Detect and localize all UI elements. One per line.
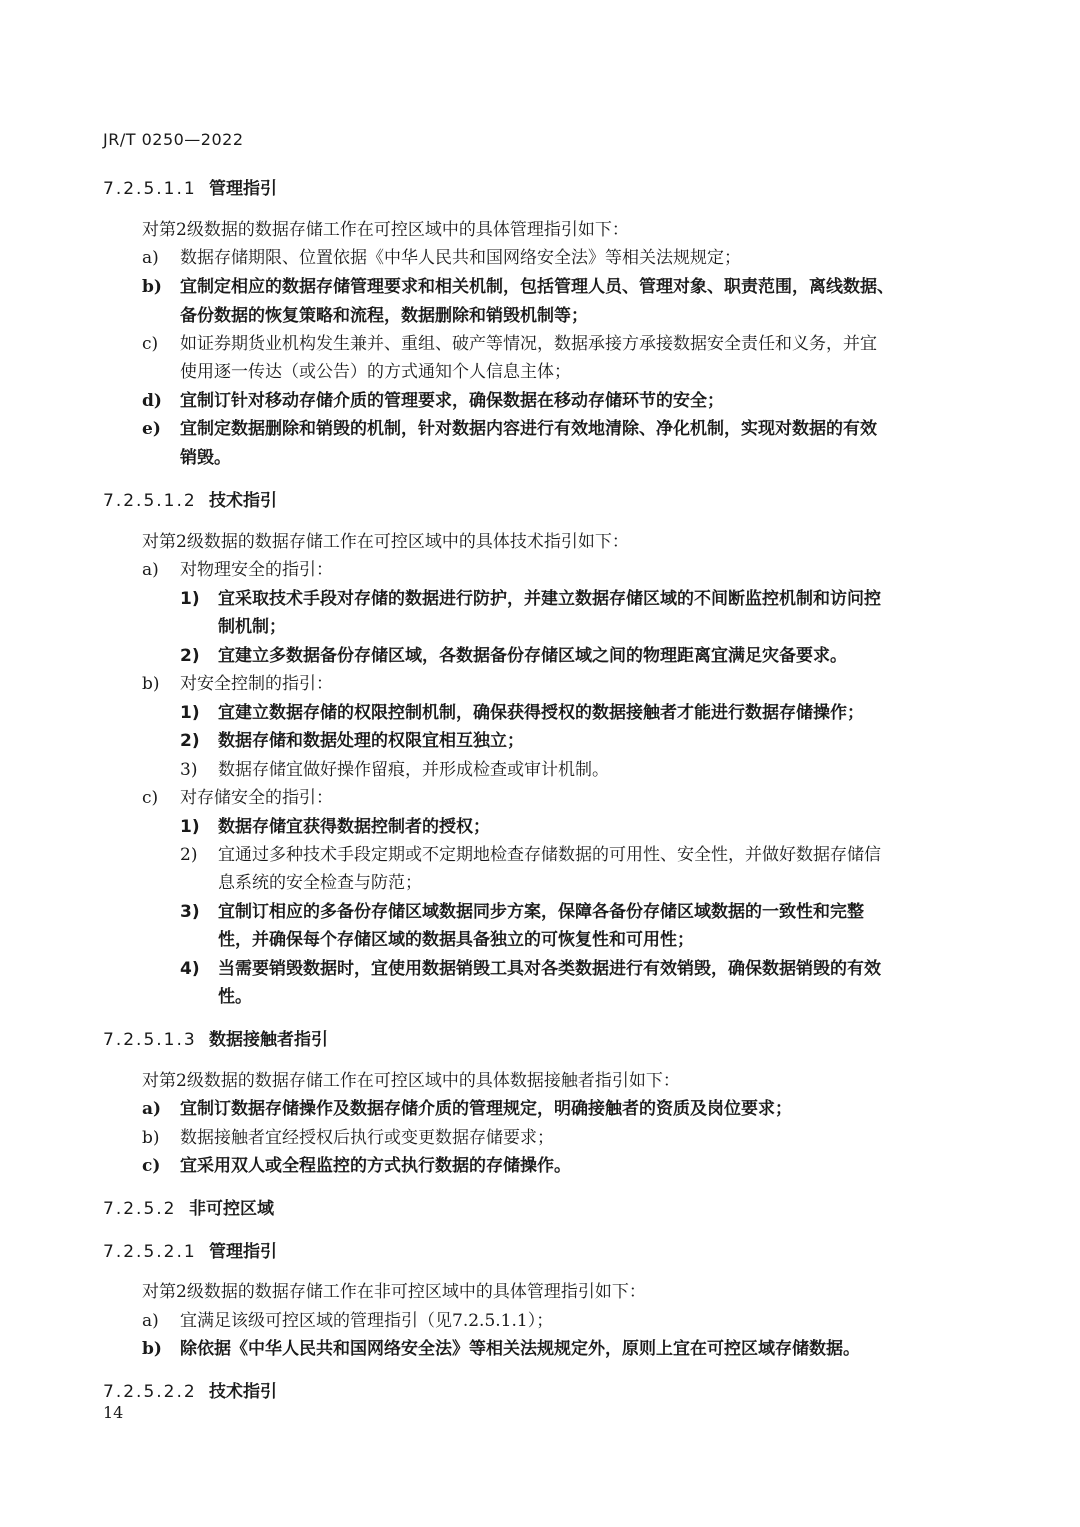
list-item-text: 对安全控制的指引： [180, 674, 333, 694]
list-marker: a) [142, 560, 159, 580]
section-intro: 对第2级数据的数据存储工作在可控区域中的具体数据接触者指引如下： [142, 1071, 680, 1091]
list-marker: b) [142, 277, 162, 297]
sub-list-item-text: 数据存储宜做好操作留痕，并形成检查或审计机制。 [218, 760, 609, 780]
sub-list-item-text: 数据存储宜获得数据控制者的授权； [218, 817, 490, 837]
sub-list-marker: 3) [180, 760, 198, 780]
list-marker: a) [142, 248, 159, 268]
section-number: 7.2.5.2.2 [103, 1382, 197, 1402]
list-marker: e) [142, 419, 161, 439]
list-item-text: 宜制订针对移动存储介质的管理要求，确保数据在移动存储环节的安全； [180, 391, 724, 411]
list-marker: b) [142, 1339, 162, 1359]
sub-list-item [180, 587, 881, 611]
sub-list-item-continuation: 性，并确保每个存储区域的数据具备独立的可恢复性和可用性； [218, 930, 694, 950]
list-marker: c) [142, 1156, 161, 1176]
list-marker: c) [142, 334, 159, 354]
sub-list-item-continuation: 制机制； [218, 617, 286, 637]
section-heading-7-2-5-1-3 [103, 1028, 328, 1052]
section-number: 7.2.5.2.1 [103, 1242, 197, 1262]
sub-list-item-text: 当需要销毁数据时，宜使用数据销毁工具对各类数据进行有效销毁，确保数据销毁的有效 [218, 959, 881, 979]
sub-list-item-continuation: 息系统的安全检查与防范； [218, 873, 422, 893]
sub-list-marker: 2) [180, 845, 198, 865]
sub-list-item-text: 宜通过多种技术手段定期或不定期地检查存储数据的可用性、安全性，并做好数据存储信 [218, 845, 881, 865]
sub-list-item [180, 815, 490, 839]
list-item [142, 1154, 571, 1178]
list-marker: a) [142, 1311, 159, 1331]
list-item [142, 1337, 860, 1361]
list-marker: d) [142, 391, 162, 411]
section-title: 数据接触者指引 [209, 1030, 328, 1050]
sub-list-item [180, 843, 881, 867]
list-item [142, 1097, 792, 1121]
section-number: 7.2.5.1.1 [103, 179, 197, 199]
section-heading-7-2-5-2 [103, 1197, 274, 1221]
section-intro: 对第2级数据的数据存储工作在可控区域中的具体管理指引如下： [142, 220, 629, 240]
sub-list-marker: 4) [180, 959, 200, 979]
sub-list-item-text: 宜采取技术手段对存储的数据进行防护，并建立数据存储区域的不间断监控机制和访问控 [218, 589, 881, 609]
section-number: 7.2.5.2 [103, 1199, 177, 1219]
section-heading-7-2-5-2-1 [103, 1240, 277, 1264]
sub-list-marker: 1) [180, 817, 200, 837]
sub-list-item [180, 729, 524, 753]
list-item-text: 除依据《中华人民共和国网络安全法》等相关法规规定外，原则上宜在可控区域存储数据。 [180, 1339, 860, 1359]
list-item [142, 389, 724, 413]
section-title: 管理指引 [209, 1242, 277, 1262]
list-item-text: 宜制定数据删除和销毁的机制，针对数据内容进行有效地清除、净化机制，实现对数据的有效 [180, 419, 877, 439]
sub-list-marker: 3) [180, 902, 200, 922]
list-item-text: 数据接触者宜经授权后执行或变更数据存储要求； [180, 1128, 554, 1148]
list-item [142, 1126, 554, 1150]
list-item-text: 如证券期货业机构发生兼并、重组、破产等情况，数据承接方承接数据安全责任和义务，并宜 [180, 334, 877, 354]
section-intro: 对第2级数据的数据存储工作在可控区域中的具体技术指引如下： [142, 532, 629, 552]
list-item-text: 对存储安全的指引： [180, 788, 333, 808]
list-marker: a) [142, 1099, 162, 1119]
sub-list-item [180, 701, 864, 725]
sub-list-marker: 1) [180, 703, 200, 723]
list-item-text: 宜采用双人或全程监控的方式执行数据的存储操作。 [180, 1156, 571, 1176]
sub-list-item-text: 数据存储和数据处理的权限宜相互独立； [218, 731, 524, 751]
section-heading-7-2-5-2-2 [103, 1380, 277, 1404]
sub-list-item [180, 758, 609, 782]
sub-list-item [180, 900, 864, 924]
sub-list-item [180, 957, 881, 981]
sub-list-item-text: 宜制订相应的多备份存储区域数据同步方案，保障各备份存储区域数据的一致性和完整 [218, 902, 864, 922]
list-item [142, 417, 877, 441]
sub-list-marker: 2) [180, 731, 200, 751]
list-item [142, 786, 333, 810]
list-item [142, 332, 877, 356]
section-heading-7-2-5-1-1 [103, 177, 277, 201]
list-item [142, 275, 894, 299]
sub-list-marker: 1) [180, 589, 200, 609]
list-item [142, 672, 333, 696]
list-item-text: 宜满足该级可控区域的管理指引（见7.2.5.1.1）； [180, 1311, 554, 1331]
list-item [142, 246, 741, 270]
section-title: 管理指引 [209, 179, 277, 199]
list-item-continuation: 销毁。 [180, 448, 231, 468]
sub-list-item [180, 644, 847, 668]
standard-number-header: JR/T 0250—2022 [103, 130, 244, 149]
list-item-text: 宜制定相应的数据存储管理要求和相关机制，包括管理人员、管理对象、职责范围，离线数据、 [180, 277, 894, 297]
sub-list-item-text: 宜建立数据存储的权限控制机制，确保获得授权的数据接触者才能进行数据存储操作； [218, 703, 864, 723]
list-item [142, 1309, 553, 1333]
section-intro: 对第2级数据的数据存储工作在非可控区域中的具体管理指引如下： [142, 1282, 646, 1302]
list-marker: b) [142, 674, 160, 694]
section-title: 非可控区域 [189, 1199, 274, 1219]
list-item-continuation: 使用逐一传达（或公告）的方式通知个人信息主体； [180, 362, 571, 382]
list-item [142, 558, 333, 582]
sub-list-marker: 2) [180, 646, 200, 666]
list-item-continuation: 备份数据的恢复策略和流程，数据删除和销毁机制等； [180, 306, 588, 326]
section-number: 7.2.5.1.2 [103, 491, 197, 511]
sub-list-item-text: 宜建立多数据备份存储区域，各数据备份存储区域之间的物理距离宜满足灾备要求。 [218, 646, 847, 666]
section-title: 技术指引 [209, 491, 277, 511]
list-item-text: 宜制订数据存储操作及数据存储介质的管理规定，明确接触者的资质及岗位要求； [180, 1099, 792, 1119]
section-heading-7-2-5-1-2 [103, 489, 277, 513]
sub-list-item-continuation: 性。 [218, 987, 252, 1007]
section-title: 技术指引 [209, 1382, 277, 1402]
list-item-text: 对物理安全的指引： [180, 560, 333, 580]
list-marker: b) [142, 1128, 160, 1148]
list-item-text: 数据存储期限、位置依据《中华人民共和国网络安全法》等相关法规规定； [180, 248, 741, 268]
list-marker: c) [142, 788, 159, 808]
page-number: 14 [103, 1403, 124, 1422]
section-number: 7.2.5.1.3 [103, 1030, 197, 1050]
